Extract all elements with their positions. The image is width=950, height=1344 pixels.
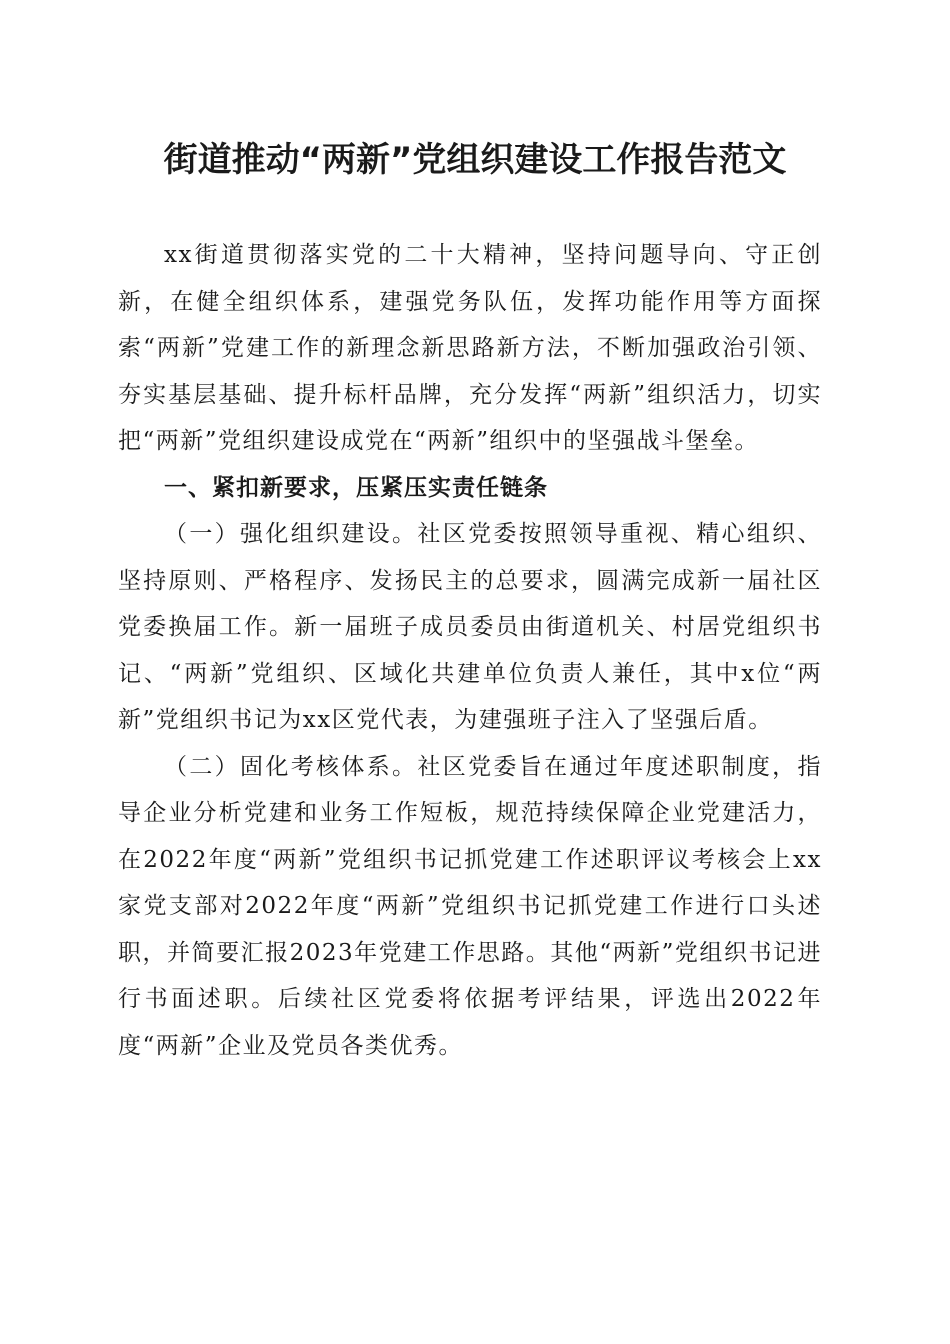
section-heading: 一、紧扣新要求，压紧压实责任链条: [164, 474, 548, 501]
item-2-lead: （二）固化考核体系。: [164, 753, 418, 780]
item-paragraph-2: [118, 744, 822, 1070]
item-1-lead: （一）强化组织建设。: [164, 521, 418, 547]
document-title: 街道推动“两新”党组织建设工作报告范文: [163, 140, 787, 180]
item-paragraph-1: [118, 511, 822, 744]
item-2-text: 社区党委旨在通过年度述职制度，指导企业分析党建和业务工作短板，规范持续保障企业党建活力，在2022年度“两新”党组织书记抓党建工作述职评议考核会上xx家党支部对2022年度“两新”党组织书记抓党建工作进行口头述职，并简要汇报2023年党建工作思路。其他“两新”党组织书记进行书面述职。后续社区党委将依据考评结果，评选出2022年度“两新”企业及党员各类优秀。: [118, 753, 823, 1059]
item-1-text: 社区党委按照领导重视、精心组织、坚持原则、严格程序、发扬民主的总要求，圆满完成新一届社区党委换届工作。新一届班子成员委员由街道机关、村居党组织书记、“两新”党组织、区域化共建单位负责人兼任，其中x位“两新”党组织书记为xx区党代表，为建强班子注入了坚强后盾。: [118, 521, 823, 733]
intro-paragraph: xx街道贯彻落实党的二十大精神，坚持问题导向、守正创新，在健全组织体系，建强党务队伍，发挥功能作用等方面探索“两新”党建工作的新理念新思路新方法，不断加强政治引领、夯实基层基础、提升标杆品牌，充分发挥“两新”组织活力，切实把“两新”党组织建设成党在“两新”组织中的坚强战斗堡垒。: [118, 242, 822, 454]
document-body: [118, 232, 822, 1069]
